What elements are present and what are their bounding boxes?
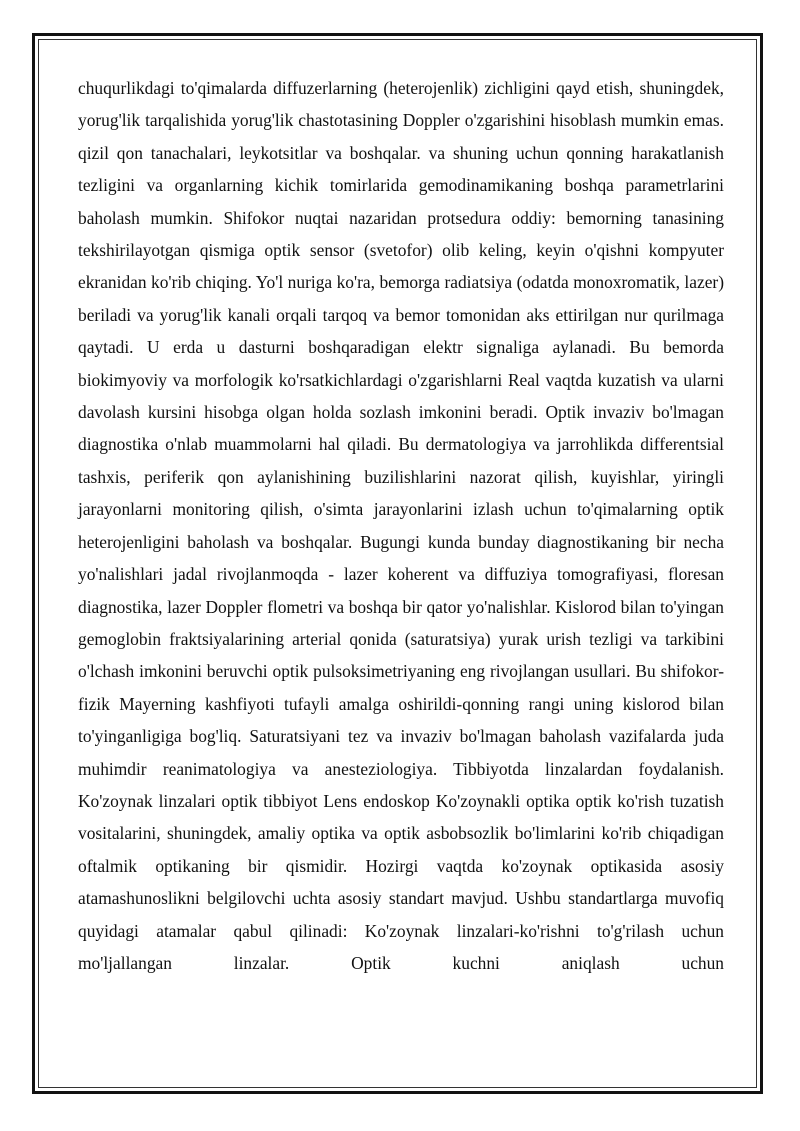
- body-paragraph: chuqurlikdagi to'qimalarda diffuzerlarning (heterojenlik) zichligini qayd etish, shuningdek, yorug'lik tarqalishida yorug'lik chastotasining Doppler o'zgarishini hisoblash mumkin emas. qizil qon tanachalari, leykotsitlar va boshqalar. va shuning uchun qonning harakatlanish tezligini va organlarning kichik tomirlarida gemodinamikaning boshqa parametrlarini baholash mumkin. Shifokor nuqtai nazaridan protsedura oddiy: bemorning tanasining tekshirilayotgan qismiga optik sensor (svetofor) olib keling, keyin o'qishni kompyuter ekranidan ko'rib chiqing. Yo'l nuriga ko'ra, bemorga radiatsiya (odatda monoxromatik, lazer) beriladi va yorug'lik kanali orqali tarqoq va bemor tomonidan aks ettirilgan nur qurilmaga qaytadi. U erda u dasturni boshqaradigan elektr signaliga aylanadi. Bu bemorda biokimyoviy va morfologik ko'rsatkichlardagi o'zgarishlarni Real vaqtda kuzatish va ularni davolash kursini hisobga olgan holda sozlash imkonini beradi. Optik invaziv bo'lmagan diagnostika o'nlab muammolarni hal qiladi. Bu dermatologiya va jarrohlikda differentsial tashxis, periferik qon aylanishining buzilishlarini nazorat qilish, kuyishlar, yiringli jarayonlarni monitoring qilish, o'simta jarayonlarini izlash uchun to'qimalarning optik heterojenligini baholash va boshqalar. Bugungi kunda bunday diagnostikaning bir necha yo'nalishlari jadal rivojlanmoqda - lazer koherent va diffuziya tomografiyasi, floresan diagnostika, lazer Doppler flometri va boshqa bir qator yo'nalishlar. Kislorod bilan to'yingan gemoglobin fraktsiyalarining arterial qonida (saturatsiya) yurak urish tezligi va tarkibini o'lchash imkonini beruvchi optik pulsoksimetriyaning eng rivojlangan usullari. Bu shifokor-fizik Mayerning kashfiyoti tufayli amalga oshirildi-qonning rangi uning kislorod bilan to'yinganligiga bog'liq. Saturatsiyani tez va invaziv bo'lmagan baholash vazifalarda juda muhimdir reanimatologiya va anesteziologiya. Tibbiyotda linzalardan foydalanish. Ko'zoynak linzalari optik tibbiyot Lens endoskop Ko'zoynakli optika optik ko'rish tuzatish vositalarini, shuningdek, amaliy optika va optik asbobsozlik bo'limlarini ko'rib chiqadigan oftalmik optikaning bir qismidir. Hozirgi vaqtda ko'zoynak optikasida asosiy atamashunoslikni belgilovchi uchta asosiy standart mavjud. Ushbu standartlarga muvofiq quyidagi atamalar qabul qilinadi: Ko'zoynak linzalari-ko'rishni to'g'rilash uchun mo'ljallangan linzalar. Optik kuchni aniqlash uchun: [78, 78, 724, 973]
- document-body: [78, 72, 724, 979]
